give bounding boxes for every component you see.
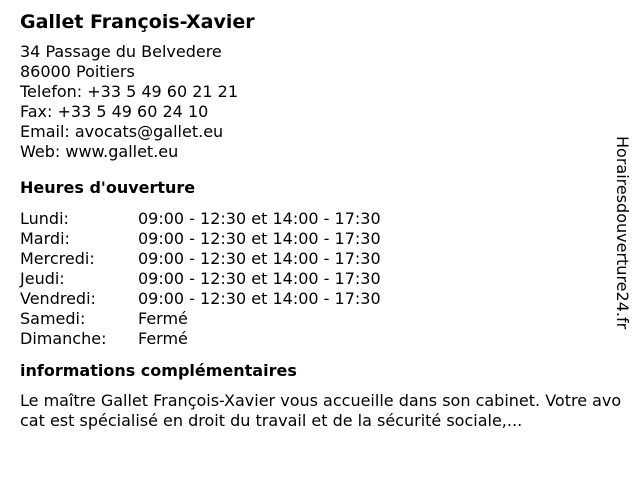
hours-row-sunday — [20, 329, 628, 349]
business-name: Gallet François-Xavier — [20, 11, 255, 33]
hours-row-friday — [20, 289, 628, 309]
hours-row-saturday — [20, 309, 628, 329]
site-watermark: Horairesdouverture24.fr — [613, 136, 632, 330]
address-city: 86000 Poitiers — [20, 62, 135, 81]
hours-day: Mercredi: — [20, 249, 95, 268]
business-card — [20, 8, 628, 431]
website-address: Web: www.gallet.eu — [20, 142, 179, 161]
hours-row-tuesday — [20, 229, 628, 249]
hours-time: 09:00 - 12:30 et 14:00 - 17:30 — [138, 229, 381, 248]
phone-number: Telefon: +33 5 49 60 21 21 — [20, 82, 239, 101]
hours-day: Samedi: — [20, 309, 86, 328]
hours-row-monday — [20, 209, 628, 229]
hours-row-thursday — [20, 269, 628, 289]
hours-day: Lundi: — [20, 209, 69, 228]
email-address: Email: avocats@gallet.eu — [20, 122, 224, 141]
opening-hours-heading: Heures d'ouverture — [20, 178, 196, 197]
hours-day: Mardi: — [20, 229, 70, 248]
hours-day: Vendredi: — [20, 289, 96, 308]
additional-info-text: Le maître Gallet François-Xavier vous accueille dans son cabinet. Votre avocat est spécialisé en droit du travail et de la sécurité sociale,... — [20, 391, 622, 430]
hours-time: 09:00 - 12:30 et 14:00 - 17:30 — [138, 289, 381, 308]
contact-block — [20, 42, 628, 162]
hours-time: 09:00 - 12:30 et 14:00 - 17:30 — [138, 209, 381, 228]
hours-day: Jeudi: — [20, 269, 65, 288]
additional-info-heading: informations complémentaires — [20, 361, 297, 380]
fax-number: Fax: +33 5 49 60 24 10 — [20, 102, 209, 121]
hours-time: Fermé — [138, 329, 188, 348]
opening-hours-table — [20, 209, 628, 349]
hours-day: Dimanche: — [20, 329, 107, 348]
address-street: 34 Passage du Belvedere — [20, 42, 222, 61]
hours-time: 09:00 - 12:30 et 14:00 - 17:30 — [138, 269, 381, 288]
hours-time: Fermé — [138, 309, 188, 328]
hours-row-wednesday — [20, 249, 628, 269]
hours-time: 09:00 - 12:30 et 14:00 - 17:30 — [138, 249, 381, 268]
